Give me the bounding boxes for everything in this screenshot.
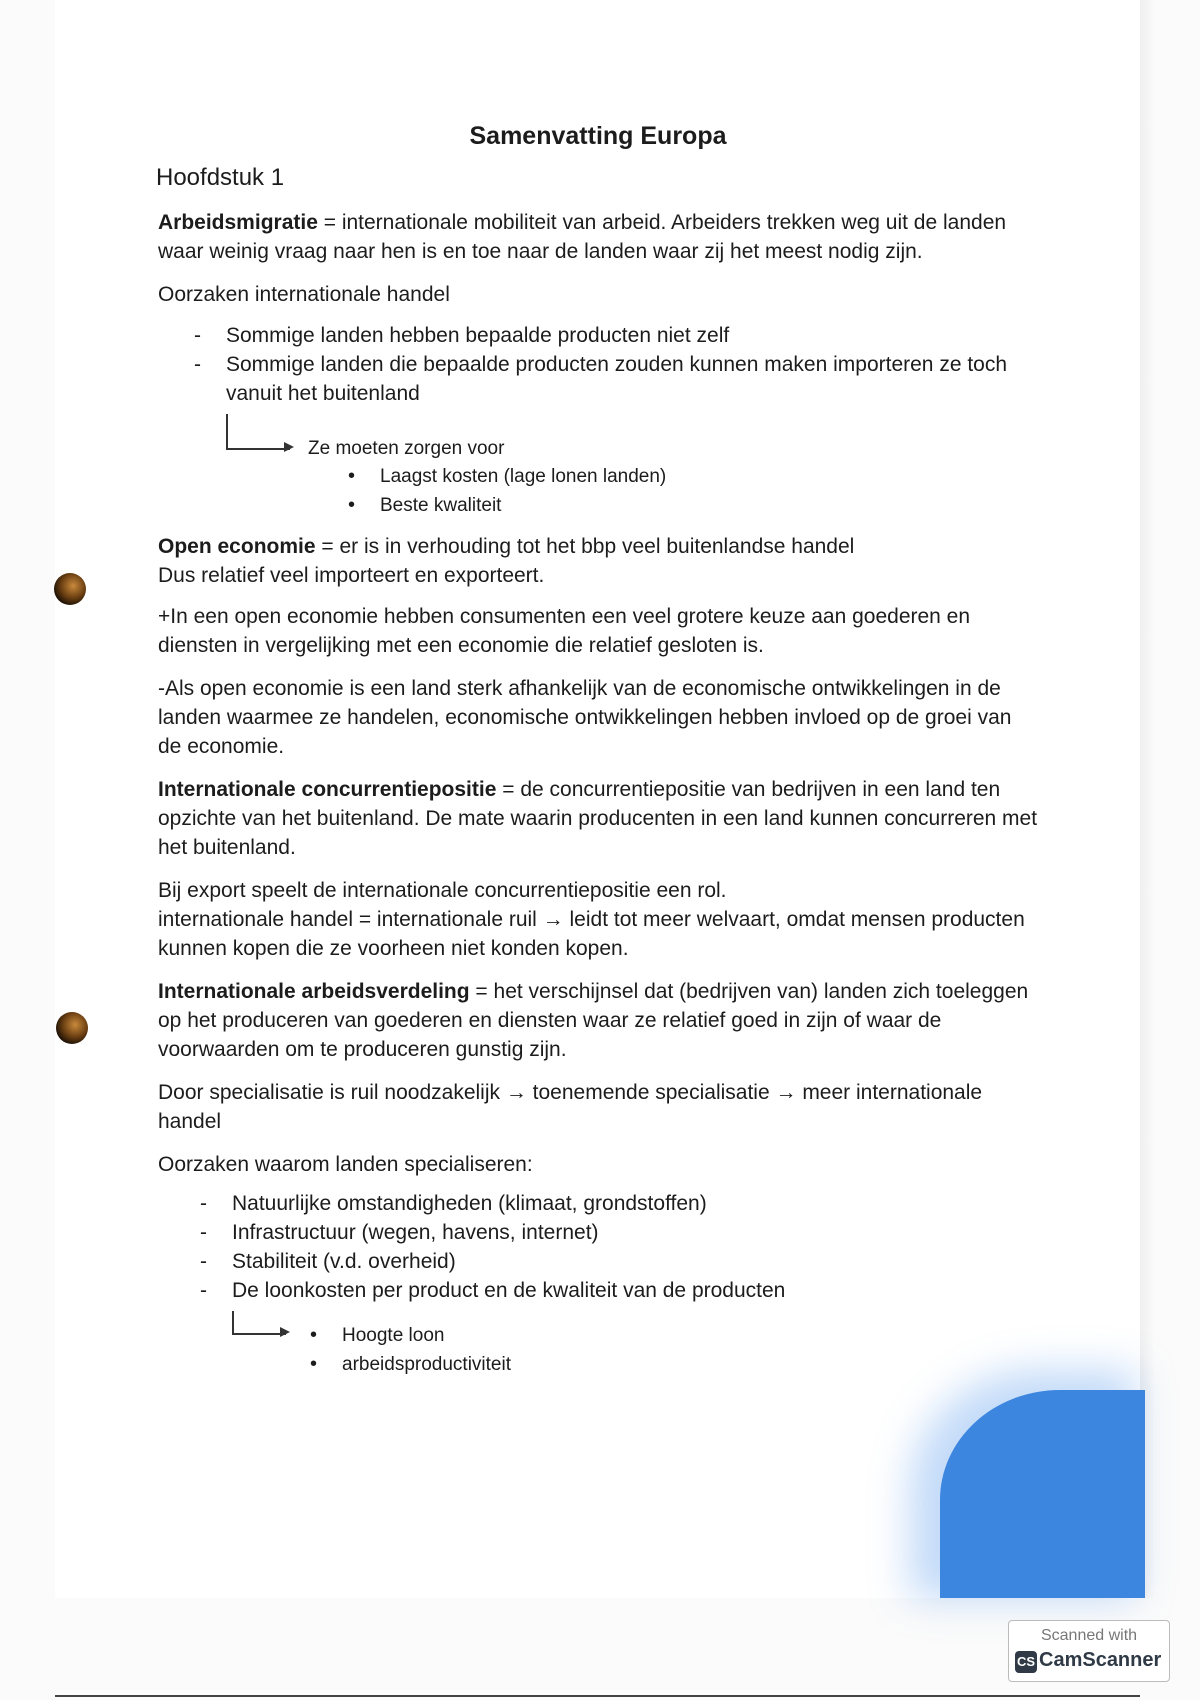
- list-item: - Infrastructuur (wegen, havens, internet): [232, 1218, 1038, 1247]
- list-item: • Laagst kosten (lage lonen landen): [380, 462, 1038, 491]
- arrow-label: Ze moeten zorgen voor: [308, 438, 505, 459]
- definition-arbeidsmigratie: = internationale mobiliteit van arbeid. Arbeiders trekken weg uit de landen waar weinig vraag naar hen is en toe naar de landen waar zij het meest nodig zijn.: [158, 211, 1007, 263]
- paragraph-specialisatie: Door specialisatie is ruil noodzakelijk → toenemende specialisatie → meer internationale handel: [158, 1081, 983, 1133]
- page-edge-shadow: [1140, 0, 1154, 1598]
- paragraph-arbeidsmigratie: [158, 208, 1038, 266]
- watermark-caption: Scanned with: [1040, 1627, 1138, 1644]
- term-arbeidsmigratie: Arbeidsmigratie: [158, 211, 318, 234]
- definition-open-economie: = er is in verhouding tot het bbp veel buitenlandse handel: [315, 535, 855, 558]
- page-title: Samenvatting Europa: [469, 122, 727, 150]
- paragraph-arbeidsverdeling: [158, 977, 1038, 1064]
- bottom-rule: [55, 1695, 1140, 1697]
- definition-concurrentiepositie: = de concurrentiepositie van bedrijven in een land ten opzichte van het buitenland. De mate waarin producenten in een land kunnen concurreren met het buitenland.: [158, 778, 1038, 859]
- definition-arbeidsverdeling: = het verschijnsel dat (bedrijven van) landen zich toeleggen op het produceren van goederen en diensten waar ze relatief goed in zijn of waar de voorwaarden om te produceren gunstig zijn.: [158, 980, 1029, 1061]
- term-open-economie: Open economie: [158, 535, 316, 558]
- list-item: • Hoogte loon: [342, 1321, 1038, 1350]
- camscanner-logo-icon: CS: [1015, 1651, 1037, 1673]
- paragraph-open-economie: [158, 532, 1038, 590]
- term-concurrentiepositie: Internationale concurrentiepositie: [158, 778, 497, 801]
- definition-open-economie-2: Dus relatief veel importeert en exporteert.: [158, 564, 545, 587]
- chapter-heading: Hoofdstuk 1: [156, 164, 285, 191]
- list-oorzaken-handel: [158, 321, 1038, 408]
- list-item: - De loonkosten per product en de kwaliteit van de producten: [232, 1276, 1038, 1305]
- arrow-line: [226, 414, 290, 450]
- paragraph-plus: +In een open economie hebben consumenten een veel grotere keuze aan goederen en diensten in vergelijking met een economie die relatief gesloten is.: [158, 605, 971, 657]
- heading-specialiseren: Oorzaken waarom landen specialiseren:: [158, 1153, 533, 1176]
- list-zorgen-voor: [158, 462, 1038, 520]
- document-body: [158, 120, 1038, 1391]
- paragraph-minus: -Als open economie is een land sterk afhankelijk van de economische ontwikkelingen in de landen waarmee ze handelen, economische ontwikkelingen hebben invloed op de groei van de economie.: [158, 677, 1012, 758]
- paragraph-concurrentiepositie: [158, 775, 1038, 862]
- export-line: Bij export speelt de internationale concurrentiepositie een rol.: [158, 879, 727, 902]
- list-item: • Beste kwaliteit: [380, 491, 1038, 520]
- term-arbeidsverdeling: Internationale arbeidsverdeling: [158, 980, 470, 1003]
- list-item: - Stabiliteit (v.d. overheid): [232, 1247, 1038, 1276]
- list-item: - Sommige landen hebben bepaalde producten niet zelf: [226, 321, 1038, 350]
- heading-oorzaken-handel: Oorzaken internationale handel: [158, 283, 450, 306]
- watermark-brand: CamScanner: [1039, 1649, 1162, 1671]
- arrow-zorgen-voor: [226, 414, 1038, 458]
- list-item: - Sommige landen die bepaalde producten zouden kunnen maken importeren ze toch vanuit het buitenland: [226, 350, 1038, 408]
- camscanner-watermark: [1008, 1620, 1170, 1682]
- list-item: - Natuurlijke omstandigheden (klimaat, grondstoffen): [232, 1189, 1038, 1218]
- arrow-head-icon: [284, 442, 294, 452]
- list-specialiseren: [158, 1189, 1038, 1305]
- ruil-line: internationale handel = internationale ruil → leidt tot meer welvaart, omdat mensen producten kunnen kopen die ze voorheen niet konden kopen.: [158, 908, 1025, 960]
- arrow-line: [232, 1311, 286, 1335]
- punch-hole-bottom: [56, 1012, 88, 1044]
- arrow-head-icon: [280, 1327, 290, 1337]
- punch-hole-top: [54, 573, 86, 605]
- paragraph-export: [158, 876, 1038, 963]
- list-item: • arbeidsproductiviteit: [342, 1350, 1038, 1379]
